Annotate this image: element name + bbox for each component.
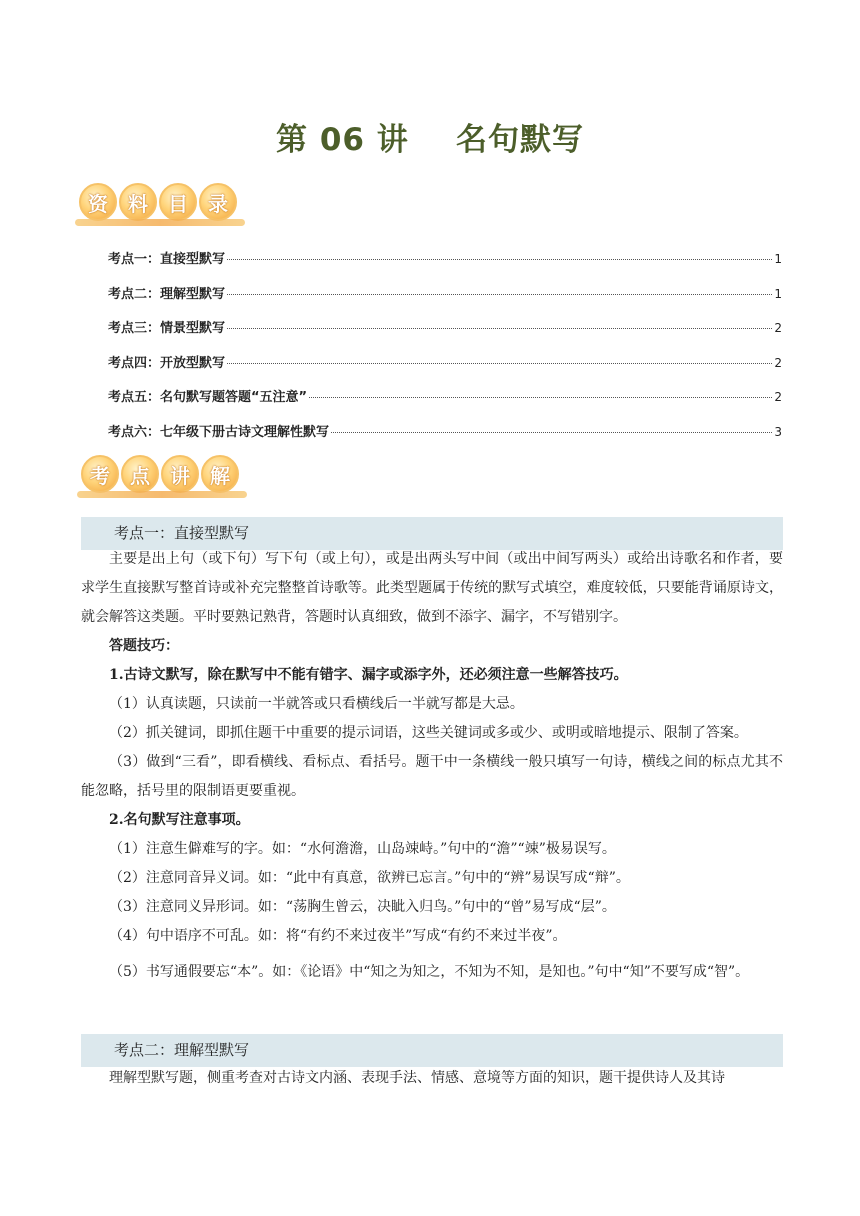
toc-entry[interactable]	[108, 317, 782, 352]
section-heading: 考点一：直接型默写	[81, 517, 783, 550]
badge-char: 录	[199, 183, 237, 221]
toc-badge	[79, 183, 239, 221]
tip-heading: 1.古诗文默写，除在默写中不能有错字、漏字或添字外，还必须注意一些解答技巧。	[109, 667, 628, 683]
badge-char: 考	[81, 455, 119, 493]
badge-char: 解	[201, 455, 239, 493]
paragraph: 主要是出上句（或下句）写下句（或上句），或是出两头写中间（或出中间写两头）或给出诗歌名和作者，要求学生直接默写整首诗或补充完整整首诗歌等。此类型题属于传统的默写式填空，难度较低，只要能背诵原诗文，就会解答这类题。平时要熟记熟背，答题时认真细致，做到不添字、漏字，不写错别字。	[81, 551, 783, 625]
toc-entry-label: 考点六：七年级下册古诗文理解性默写	[108, 424, 330, 440]
toc-leader	[309, 397, 772, 398]
tip-item: （2）抓关键词，即抓住题干中重要的提示词语，这些关键词或多或少、或明或暗地提示、限制了答案。	[109, 725, 748, 741]
toc-entry[interactable]	[108, 386, 782, 421]
badge-char: 资	[79, 183, 117, 221]
badge-char: 讲	[161, 455, 199, 493]
tip-item: （1）认真读题，只读前一半就答或只看横线后一半就写都是大忌。	[109, 696, 524, 712]
tip-heading: 2.名句默写注意事项。	[109, 812, 250, 828]
badge-char: 料	[119, 183, 157, 221]
tips-label: 答题技巧：	[109, 638, 179, 654]
tip-item: （3）做到“三看”，即看横线、看标点、看括号。题干中一条横线一般只填写一句诗，横线之间的标点尤其不能忽略，括号里的限制语更要重视。	[81, 754, 783, 799]
tip-item: （1）注意生僻难写的字。如：“水何澹澹，山岛竦峙。”句中的“澹”“竦”极易误写。	[109, 841, 616, 857]
toc-entry-label: 考点三：情景型默写	[108, 321, 226, 337]
section-heading: 考点二：理解型默写	[81, 1034, 783, 1067]
page-title: 第 06 讲 名句默写	[276, 122, 584, 158]
tip-item: （3）注意同义异形词。如：“荡胸生曾云，决眦入归鸟。”句中的“曾”易写成“层”。	[109, 899, 616, 915]
toc-leader	[227, 259, 772, 260]
toc-entry[interactable]	[108, 283, 782, 318]
toc-leader	[227, 363, 772, 364]
toc-leader	[227, 328, 772, 329]
toc-leader	[227, 294, 772, 295]
table-of-contents	[108, 248, 782, 456]
toc-entry-label: 考点一：直接型默写	[108, 252, 226, 267]
toc-entry-page: 1	[774, 286, 782, 301]
section-body	[81, 545, 783, 989]
toc-entry-page: 3	[774, 424, 782, 439]
tip-item: （5）书写通假要忘“本”。如：《论语》中“知之为知之，不知为不知，是知也。”句中“知”不要写成“智”。	[109, 964, 750, 980]
toc-entry-page: 1	[774, 252, 782, 266]
badge-char: 点	[121, 455, 159, 493]
badge-char: 目	[159, 183, 197, 221]
toc-entry-label: 考点四：开放型默写	[108, 355, 226, 371]
section-body	[81, 1064, 783, 1093]
toc-entry[interactable]	[108, 352, 782, 387]
toc-entry-page: 2	[774, 390, 782, 405]
toc-entry-page: 2	[774, 321, 782, 336]
points-badge	[81, 455, 241, 493]
toc-entry[interactable]	[108, 248, 782, 283]
toc-entry-label: 考点五：名句默写题答题“五注意”	[108, 390, 308, 406]
tip-item: （4）句中语序不可乱。如：将“有约不来过夜半”写成“有约不来过半夜”。	[109, 928, 567, 944]
paragraph: 理解型默写题，侧重考查对古诗文内涵、表现手法、情感、意境等方面的知识，题干提供诗人及其诗	[109, 1070, 725, 1086]
toc-entry-label: 考点二：理解型默写	[108, 286, 226, 302]
toc-leader	[331, 432, 772, 433]
tip-item: （2）注意同音异义词。如：“此中有真意，欲辨已忘言。”句中的“辨”易误写成“辩”。	[109, 870, 630, 886]
toc-entry-page: 2	[774, 355, 782, 370]
toc-entry[interactable]	[108, 421, 782, 456]
